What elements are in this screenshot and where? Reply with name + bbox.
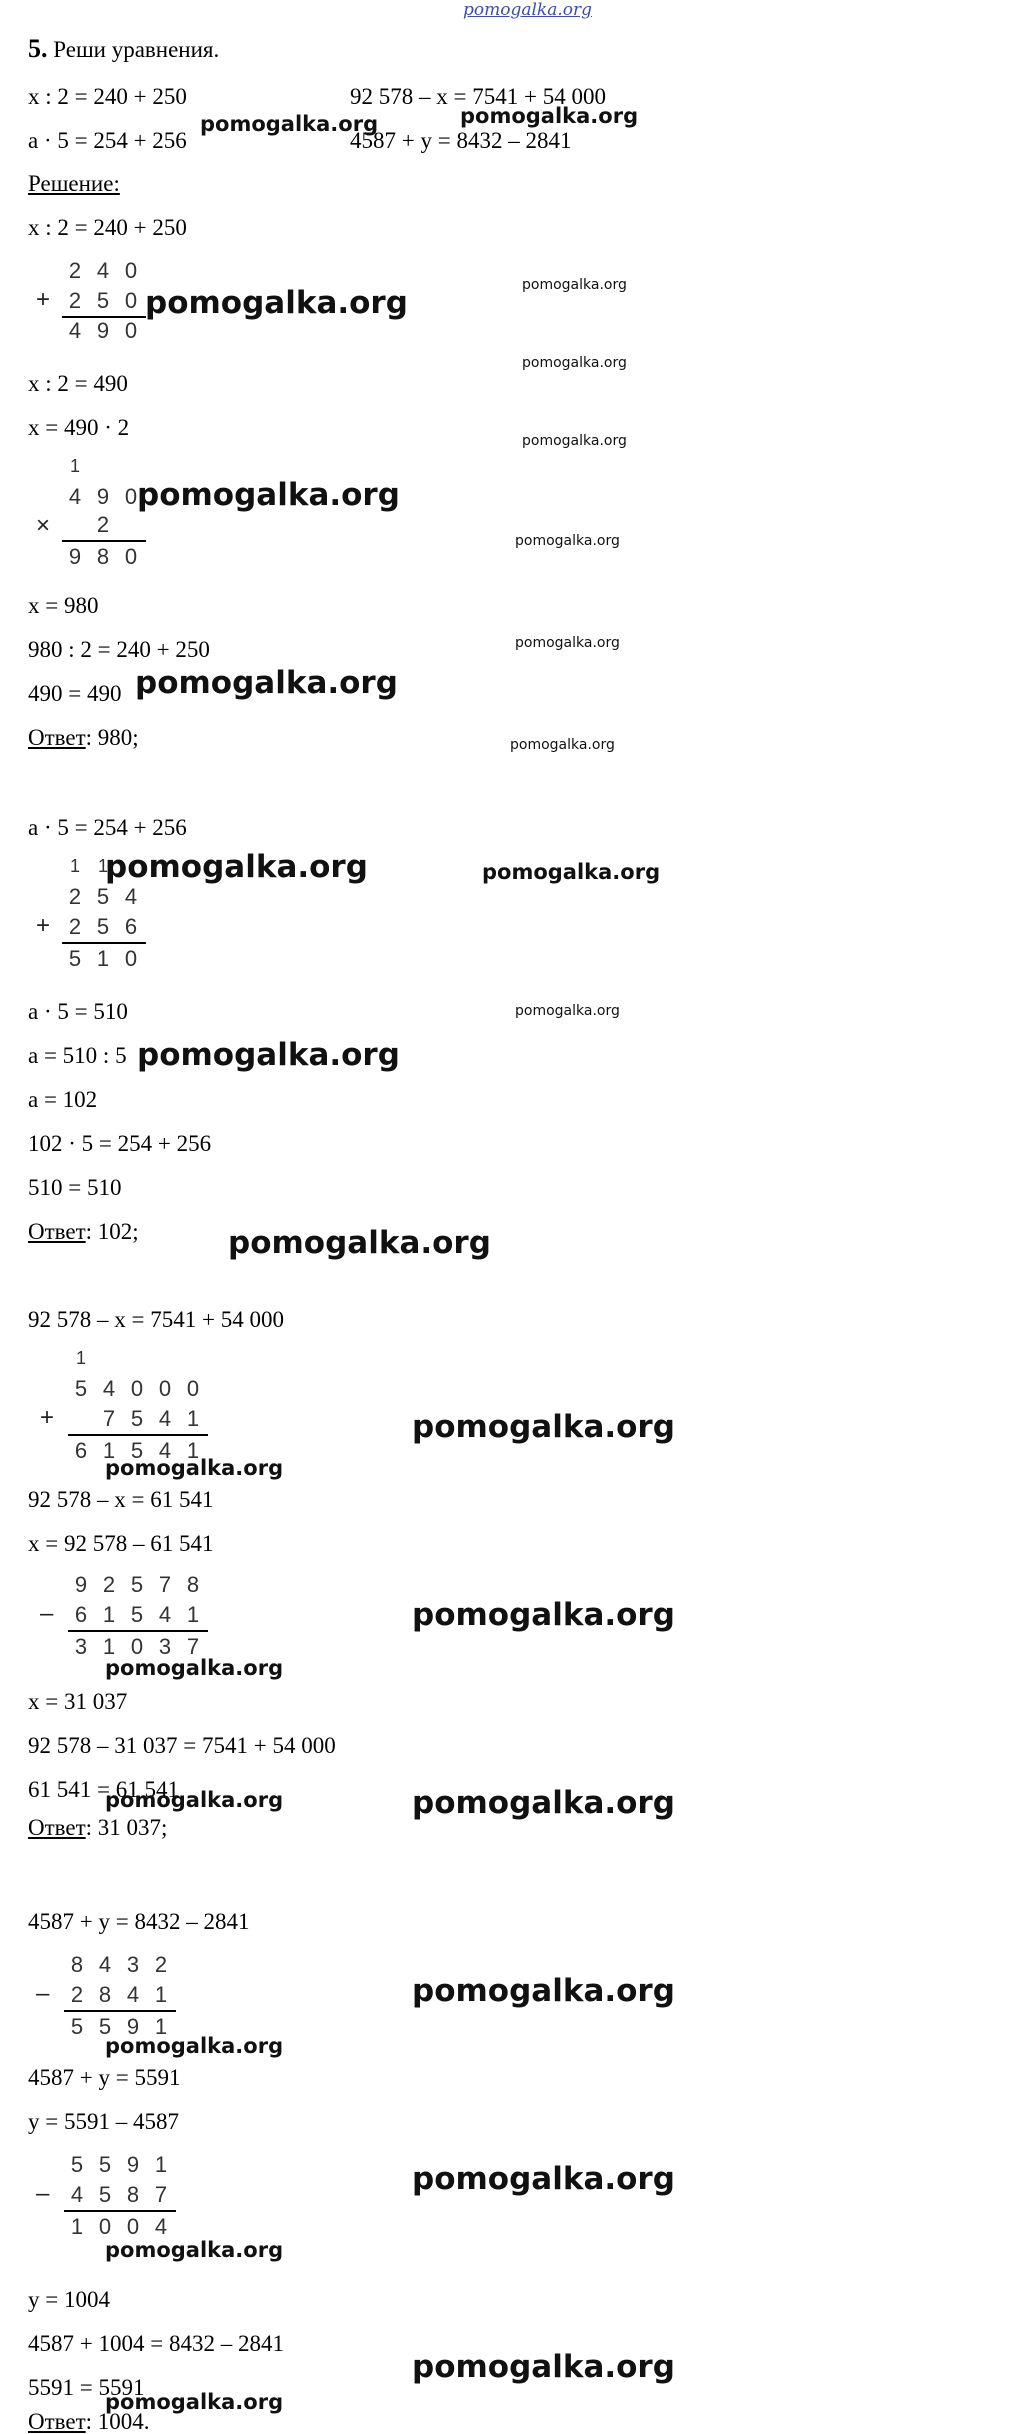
digit: 0: [130, 1376, 144, 1401]
watermark: pomogalka.org: [412, 1597, 675, 1633]
digit: 5: [130, 1406, 144, 1431]
carry-digit: 1: [69, 856, 80, 876]
digit: 5: [74, 1376, 88, 1401]
digit: 5: [130, 1602, 144, 1627]
digit: 5: [96, 914, 110, 939]
watermark: pomogalka.org: [105, 2238, 284, 2262]
answer-label: Ответ: [28, 1219, 86, 1244]
watermark: pomogalka.org: [105, 1656, 284, 1680]
digit: 5: [98, 2014, 112, 2039]
digit: 1: [96, 946, 110, 971]
digit: 0: [126, 2214, 140, 2239]
watermark: pomogalka.org: [522, 277, 627, 293]
digit: 3: [126, 1952, 140, 1977]
digit: 9: [96, 318, 110, 343]
times-sign: ×: [36, 512, 51, 539]
plus-sign: +: [40, 1404, 55, 1431]
sum-line: [68, 1434, 208, 1436]
difference-line: [64, 2210, 176, 2212]
watermark: pomogalka.org: [522, 433, 627, 449]
site-watermark-top[interactable]: pomogalka.org: [463, 0, 593, 20]
digit: 0: [124, 544, 138, 569]
digit: 6: [74, 1438, 88, 1463]
digit: 1: [102, 1438, 116, 1463]
digit: 4: [154, 2214, 168, 2239]
digit: 4: [102, 1376, 116, 1401]
p1-addition-column: [36, 258, 156, 348]
digit: 7: [102, 1406, 116, 1431]
p4-line-5: 4587 + 1004 = 8432 – 2841: [28, 2331, 284, 2356]
watermark: pomogalka.org: [105, 849, 368, 885]
minus-sign: –: [40, 1600, 54, 1627]
digit: 4: [98, 1952, 112, 1977]
digit: 5: [130, 1438, 144, 1463]
p3-addition-column: [36, 1348, 216, 1468]
digit: 5: [70, 2152, 84, 2177]
digit: 8: [98, 1982, 112, 2007]
watermark: pomogalka.org: [105, 1788, 284, 1812]
watermark: pomogalka.org: [412, 1973, 675, 2009]
p4-answer: Ответ: 1004.: [28, 2409, 150, 2434]
carry-digit: 1: [97, 856, 108, 876]
digit: 0: [124, 288, 138, 313]
digit: 1: [154, 1982, 168, 2007]
watermark: pomogalka.org: [412, 2349, 675, 2385]
digit: 6: [124, 914, 138, 939]
digit: 5: [96, 288, 110, 313]
p4-line-6: 5591 = 5591: [28, 2375, 145, 2400]
digit: 4: [158, 1602, 172, 1627]
digit: 9: [96, 484, 110, 509]
digit: 5: [96, 884, 110, 909]
digit: 1: [186, 1602, 200, 1627]
plus-sign: +: [36, 286, 51, 313]
watermark: pomogalka.org: [522, 355, 627, 371]
answer-label: Ответ: [28, 1815, 86, 1840]
digit: 4: [96, 258, 110, 283]
sum-line: [62, 942, 146, 944]
digit: 4: [68, 484, 82, 509]
task-number: 5.: [28, 34, 48, 63]
watermark: pomogalka.org: [137, 1037, 400, 1073]
p2-line-6: 510 = 510: [28, 1175, 122, 1200]
task-title: Реши уравнения.: [53, 37, 220, 62]
answer-label: Ответ: [28, 2409, 86, 2434]
digit: 4: [68, 318, 82, 343]
p3-line-4: x = 31 037: [28, 1689, 128, 1714]
digit: 6: [74, 1602, 88, 1627]
p3-line-3: x = 92 578 – 61 541: [28, 1531, 214, 1556]
digit: 1: [102, 1602, 116, 1627]
watermark: pomogalka.org: [145, 285, 408, 321]
p1-line-3: x = 490 · 2: [28, 415, 130, 440]
p2-answer: Ответ: 102;: [28, 1219, 139, 1244]
p1-line-5: 980 : 2 = 240 + 250: [28, 637, 210, 662]
carry-digit: 1: [69, 456, 80, 476]
p4-line-4: y = 1004: [28, 2287, 110, 2312]
minus-sign: –: [36, 1980, 50, 2007]
watermark: pomogalka.org: [412, 1785, 675, 1821]
digit: 1: [186, 1406, 200, 1431]
p3-line-6: 61 541 = 61 541: [28, 1777, 179, 1802]
digit: 9: [126, 2014, 140, 2039]
digit: 0: [158, 1376, 172, 1401]
equation-1: x : 2 = 240 + 250: [28, 84, 187, 109]
p1-line-4: x = 980: [28, 593, 99, 618]
digit: 1: [154, 2152, 168, 2177]
digit: 9: [68, 544, 82, 569]
p2-line-2: a · 5 = 510: [28, 999, 128, 1024]
digit: 0: [130, 1634, 144, 1659]
digit: 4: [126, 1982, 140, 2007]
digit: 2: [70, 1982, 84, 2007]
p4-line-2: 4587 + y = 5591: [28, 2065, 181, 2090]
digit: 2: [68, 258, 82, 283]
digit: 2: [68, 288, 82, 313]
digit: 4: [70, 2182, 84, 2207]
watermark: pomogalka.org: [412, 2161, 675, 2197]
watermark: pomogalka.org: [228, 1225, 491, 1261]
p3-line-1: 92 578 – x = 7541 + 54 000: [28, 1307, 284, 1332]
digit: 3: [158, 1634, 172, 1659]
digit: 9: [74, 1572, 88, 1597]
digit: 0: [98, 2214, 112, 2239]
p1-answer: Ответ: 980;: [28, 725, 139, 750]
plus-sign: +: [36, 912, 51, 939]
watermark: pomogalka.org: [200, 112, 379, 136]
digit: 0: [124, 484, 138, 509]
digit: 1: [186, 1438, 200, 1463]
p3-line-5: 92 578 – 31 037 = 7541 + 54 000: [28, 1733, 336, 1758]
equation-3: a · 5 = 254 + 256: [28, 128, 187, 153]
task-header: [28, 36, 219, 62]
digit: 5: [68, 946, 82, 971]
digit: 2: [68, 914, 82, 939]
digit: 2: [68, 884, 82, 909]
digit: 0: [186, 1376, 200, 1401]
p3-line-2: 92 578 – x = 61 541: [28, 1487, 214, 1512]
p1-line-1: x : 2 = 240 + 250: [28, 215, 187, 240]
p2-line-5: 102 · 5 = 254 + 256: [28, 1131, 212, 1156]
digit: 2: [96, 512, 110, 537]
minus-sign: –: [36, 2180, 50, 2207]
p4-subtraction-column-2: [36, 2152, 196, 2252]
watermark: pomogalka.org: [137, 477, 400, 513]
digit: 0: [124, 318, 138, 343]
digit: 2: [154, 1952, 168, 1977]
answer-label: Ответ: [28, 725, 86, 750]
difference-line: [68, 1630, 208, 1632]
digit: 5: [70, 2014, 84, 2039]
digit: 1: [70, 2214, 84, 2239]
digit: 2: [102, 1572, 116, 1597]
digit: 8: [186, 1572, 200, 1597]
digit: 1: [154, 2014, 168, 2039]
p3-answer: Ответ: 31 037;: [28, 1815, 168, 1840]
digit: 1: [102, 1634, 116, 1659]
digit: 5: [98, 2152, 112, 2177]
difference-line: [64, 2010, 176, 2012]
watermark: pomogalka.org: [515, 1003, 620, 1019]
digit: 3: [74, 1634, 88, 1659]
product-line: [62, 540, 146, 542]
watermark: pomogalka.org: [515, 635, 620, 651]
watermark: pomogalka.org: [515, 533, 620, 549]
p1-line-2: x : 2 = 490: [28, 371, 128, 396]
equation-2: 92 578 – x = 7541 + 54 000: [350, 84, 606, 109]
p4-line-3: y = 5591 – 4587: [28, 2109, 179, 2134]
equation-4: 4587 + y = 8432 – 2841: [350, 128, 572, 153]
watermark: pomogalka.org: [460, 104, 639, 128]
digit: 9: [126, 2152, 140, 2177]
digit: 7: [158, 1572, 172, 1597]
watermark: pomogalka.org: [105, 1456, 284, 1480]
watermark: pomogalka.org: [412, 1409, 675, 1445]
p2-line-1: a · 5 = 254 + 256: [28, 815, 187, 840]
digit: 8: [96, 544, 110, 569]
digit: 4: [158, 1438, 172, 1463]
p4-line-1: 4587 + y = 8432 – 2841: [28, 1909, 250, 1934]
digit: 7: [186, 1634, 200, 1659]
p2-line-3: a = 510 : 5: [28, 1043, 127, 1068]
p2-line-4: a = 102: [28, 1087, 98, 1112]
digit: 5: [130, 1572, 144, 1597]
carry-digit: 1: [75, 1348, 86, 1368]
watermark: pomogalka.org: [135, 665, 398, 701]
watermark: pomogalka.org: [510, 737, 615, 753]
watermark: pomogalka.org: [482, 860, 661, 884]
digit: 0: [124, 258, 138, 283]
solution-label: Решение:: [28, 171, 120, 196]
digit: 7: [154, 2182, 168, 2207]
digit: 5: [98, 2182, 112, 2207]
digit: 0: [124, 946, 138, 971]
digit: 8: [126, 2182, 140, 2207]
digit: 4: [158, 1406, 172, 1431]
watermark: pomogalka.org: [105, 2390, 284, 2414]
p1-line-6: 490 = 490: [28, 681, 122, 706]
digit: 8: [70, 1952, 84, 1977]
digit: 4: [124, 884, 138, 909]
watermark: pomogalka.org: [105, 2034, 284, 2058]
